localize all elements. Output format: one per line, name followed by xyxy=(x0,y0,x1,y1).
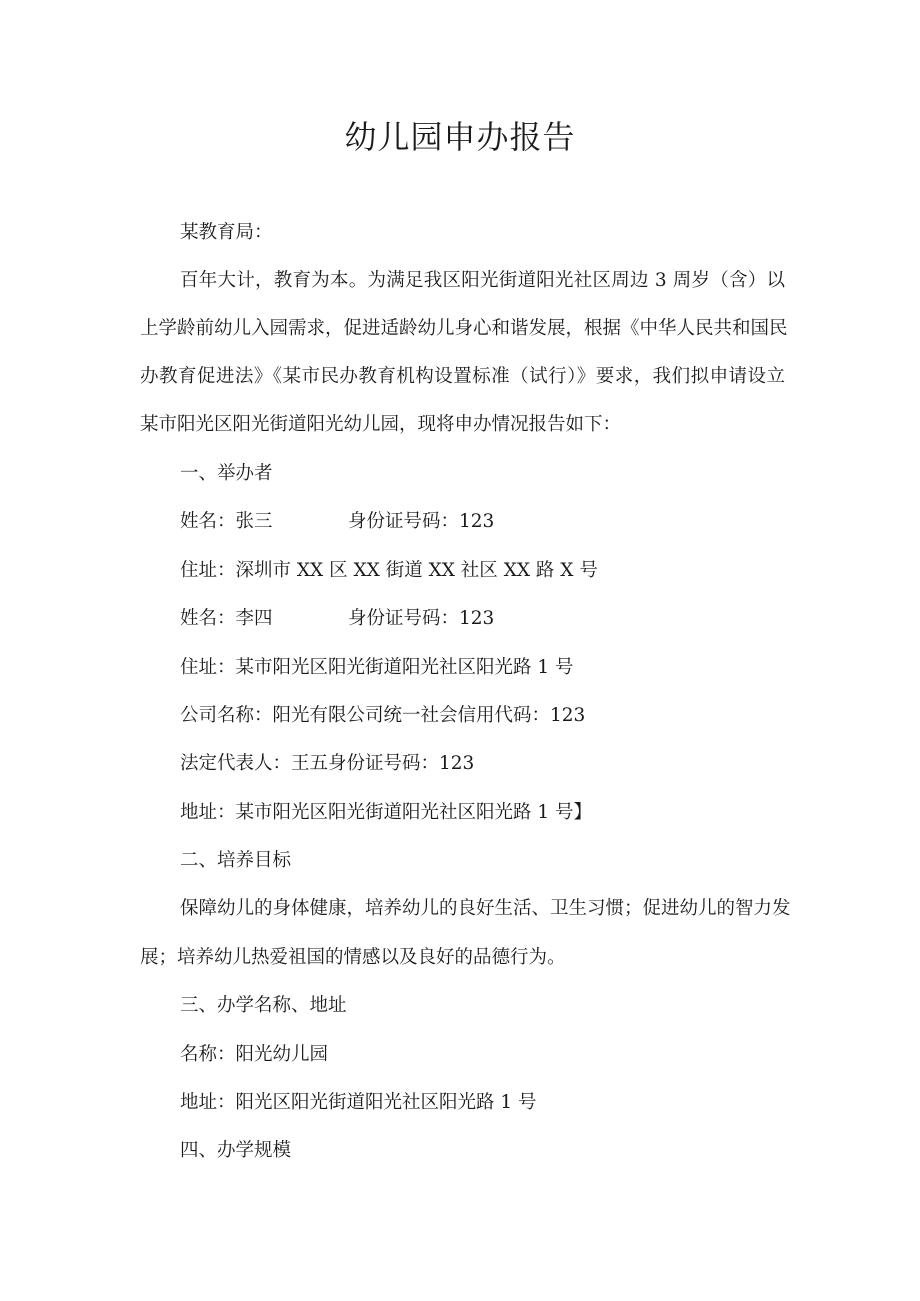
intro-line-3: 办教育促进法》《某市民办教育机构设置标准（试行）》要求，我们拟申请设立 xyxy=(140,366,785,387)
goals-line-1: 保障幼儿的身体健康，培养幼儿的良好生活、卫生习惯；促进幼儿的智力发 xyxy=(180,898,791,919)
company-name: 公司名称：阳光有限公司统一社会信用代码：123 xyxy=(180,705,586,726)
organizer-1-row xyxy=(180,508,495,536)
organizer-1-id: 身份证号码：123 xyxy=(348,511,495,532)
section-2-heading: 二、培养目标 xyxy=(180,850,292,871)
organizer-1-address: 住址：深圳市 XX 区 XX 街道 XX 社区 XX 路 X 号 xyxy=(180,560,598,581)
intro-line-1: 百年大计，教育为本。为满足我区阳光街道阳光社区周边 3 周岁（含）以 xyxy=(180,270,785,291)
section-1-heading: 一、举办者 xyxy=(180,463,273,484)
intro-line-4: 某市阳光区阳光街道阳光幼儿园，现将申办情况报告如下： xyxy=(140,414,622,435)
section-4-heading: 四、办学规模 xyxy=(180,1140,292,1161)
organizer-1-name: 姓名：张三 xyxy=(180,511,273,532)
legal-representative: 法定代表人：王五身份证号码：123 xyxy=(180,753,475,774)
organizer-2-address: 住址：某市阳光区阳光街道阳光社区阳光路 1 号 xyxy=(180,657,574,678)
organizer-2-row xyxy=(180,605,495,633)
school-address: 地址：阳光区阳光街道阳光社区阳光路 1 号 xyxy=(180,1092,537,1113)
intro-line-2: 上学龄前幼儿入园需求，促进适龄幼儿身心和谐发展，根据《中华人民共和国民 xyxy=(140,318,788,339)
school-name: 名称：阳光幼儿园 xyxy=(180,1044,329,1065)
company-address: 地址：某市阳光区阳光街道阳光社区阳光路 1 号】 xyxy=(180,802,593,823)
organizer-2-name: 姓名：李四 xyxy=(180,608,273,629)
section-3-heading: 三、办学名称、地址 xyxy=(180,995,347,1016)
goals-line-2: 展；培养幼儿热爱祖国的情感以及良好的品德行为。 xyxy=(140,947,566,968)
document-title: 幼儿园申办报告 xyxy=(344,118,576,156)
organizer-2-id: 身份证号码：123 xyxy=(348,608,495,629)
salutation: 某教育局： xyxy=(180,222,273,243)
